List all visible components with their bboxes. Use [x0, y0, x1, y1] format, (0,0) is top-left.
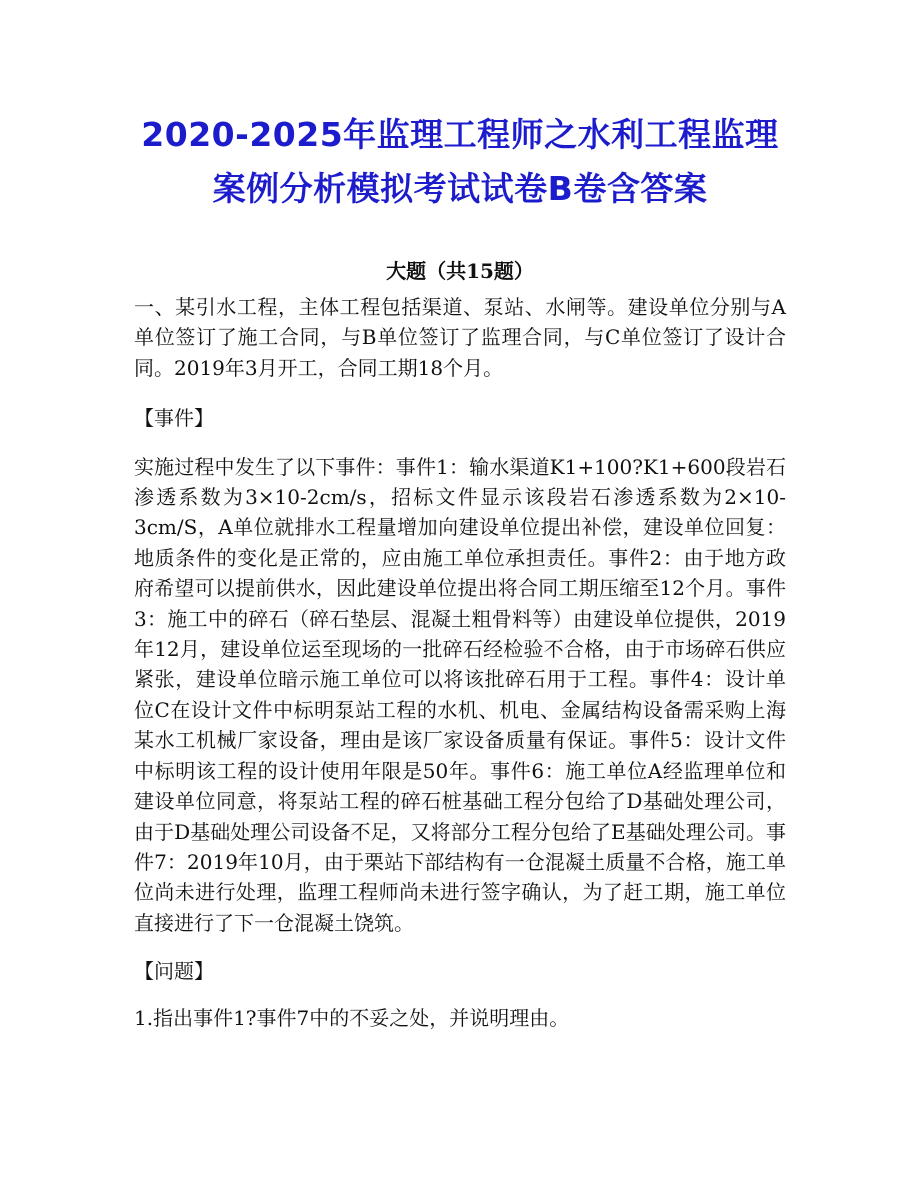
question-label: 【问题】 — [134, 959, 214, 984]
section-heading: 大题（共15题） — [386, 259, 534, 283]
title-line-1: 2020-2025年监理工程师之水利工程监理 — [141, 115, 779, 154]
document-title — [134, 108, 786, 216]
events-paragraph: 实施过程中发生了以下事件：事件1：输水渠道K1+100?K1+600段岩石渗透系数为3×10-2cm/s，招标文件显示该段岩石渗透系数为2×10-3cm/S，A单位就排水工程量增加向建设单位提出补偿，建设单位回复：地质条件的变化是正常的，应由施工单位承担责任。事件2：由于地方政府希望可以提前供水，因此建设单位提出将合同工期压缩至12个月。事件3：施工中的碎石（碎石垫层、混凝土粗骨料等）由建设单位提供，2019年12月，建设单位运至现场的一批碎石经检验不合格，由于市场碎石供应紧张，建设单位暗示施工单位可以将该批碎石用于工程。事件4：设计单位C在设计文件中标明泵站工程的水机、机电、金属结构设备需采购上海某水工机械厂家设备，理由是该厂家设备质量有保证。事件5：设计文件中标明该工程的设计使用年限是50年。事件6：施工单位A经监理单位和建设单位同意，将泵站工程的碎石桩基础工程分包给了D基础处理公司，由于D基础处理公司设备不足，又将部分工程分包给了E基础处理公司。事件7：2019年10月，由于栗站下部结构有一仓混凝土质量不合格，施工单位尚未进行处理，监理工程师尚未进行签字确认，为了赶工期，施工单位直接进行了下一仓混凝土饶筑。 — [134, 454, 786, 935]
question-1: 1.指出事件1?事件7中的不妥之处，并说明理由。 — [134, 1005, 570, 1030]
intro-paragraph: 一、某引水工程，主体工程包括渠道、泵站、水闸等。建设单位分别与A单位签订了施工合同，与B单位签订了监理合同，与C单位签订了设计合同。2019年3月开工，合同工期18个月。 — [134, 295, 786, 380]
title-line-2: 案例分析模拟考试试卷B卷含答案 — [212, 169, 708, 208]
events-label: 【事件】 — [134, 406, 214, 431]
